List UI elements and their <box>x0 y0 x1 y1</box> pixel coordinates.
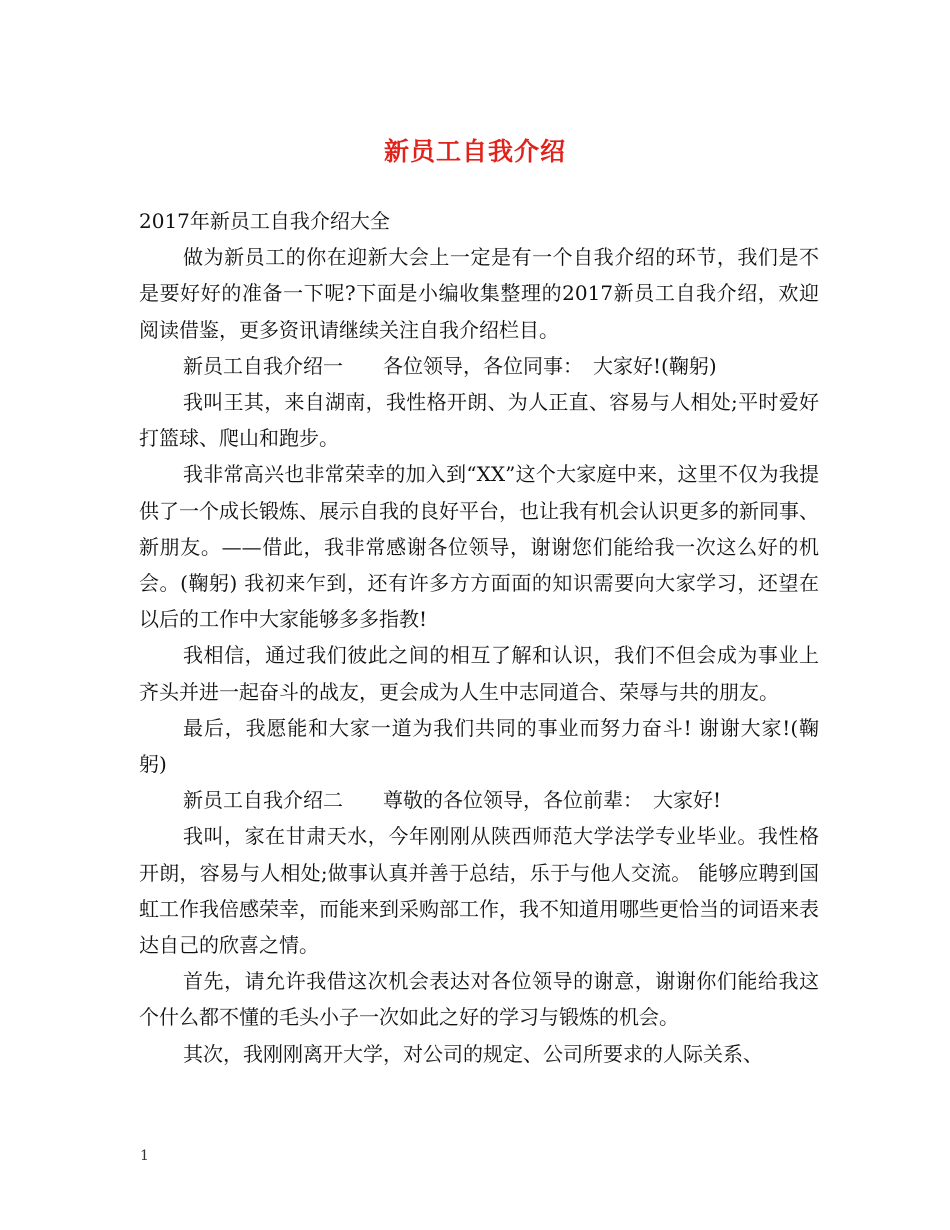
paragraph: 2017年新员工自我介绍大全 <box>139 209 390 233</box>
paragraph: 我叫，家在甘肃天水，今年刚刚从陕西师范大学法学专业毕业。我性格开朗，容易与人相处;做事认真并善于总结，乐于与他人交流。 能够应聘到国虹工作我倍感荣幸，而能来到采购部工作，我不知道用哪些更恰当的词语来表达自己的欣喜之情。 <box>139 824 819 958</box>
paragraph: 我叫王其，来自湖南，我性格开朗、为人正直、容易与人相处;平时爱好打篮球、爬山和跑步。 <box>139 390 819 451</box>
document-title: 新员工自我介绍 <box>383 137 566 166</box>
paragraph: 新员工自我介绍二 尊敬的各位领导，各位前辈： 大家好! <box>183 788 722 813</box>
paragraph: 做为新员工的你在迎新大会上一定是有一个自我介绍的环节，我们是不是要好好的准备一下呢?下面是小编收集整理的2017新员工自我介绍，欢迎阅读借鉴，更多资讯请继续关注自我介绍栏目。 <box>139 245 819 342</box>
paragraph: 我相信，通过我们彼此之间的相互了解和认识，我们不但会成为事业上齐头并进一起奋斗的战友，更会成为人生中志同道合、荣辱与共的朋友。 <box>139 643 819 704</box>
page-number: 1 <box>140 1148 149 1164</box>
paragraph: 我非常高兴也非常荣幸的加入到“XX”这个大家庭中来，这里不仅为我提供了一个成长锻炼、展示自我的良好平台，也让我有机会认识更多的新同事、新朋友。——借此，我非常感谢各位领导，谢谢您们能给我一次这么好的机会。(鞠躬) 我初来乍到，还有许多方方面面的知识需要向大家学习，还望在以后的工作中大家能够多多指教! <box>139 462 819 632</box>
paragraph: 新员工自我介绍一 各位领导，各位同事： 大家好!(鞠躬) <box>183 353 717 378</box>
paragraph: 首先，请允许我借这次机会表达对各位领导的谢意，谢谢你们能给我这个什么都不懂的毛头小子一次如此之好的学习与锻炼的机会。 <box>139 969 819 1030</box>
document-body <box>139 203 819 1072</box>
paragraph: 其次，我刚刚离开大学，对公司的规定、公司所要求的人际关系、 <box>183 1041 763 1066</box>
paragraph: 最后，我愿能和大家一道为我们共同的事业而努力奋斗! 谢谢大家!(鞠躬) <box>139 715 819 777</box>
